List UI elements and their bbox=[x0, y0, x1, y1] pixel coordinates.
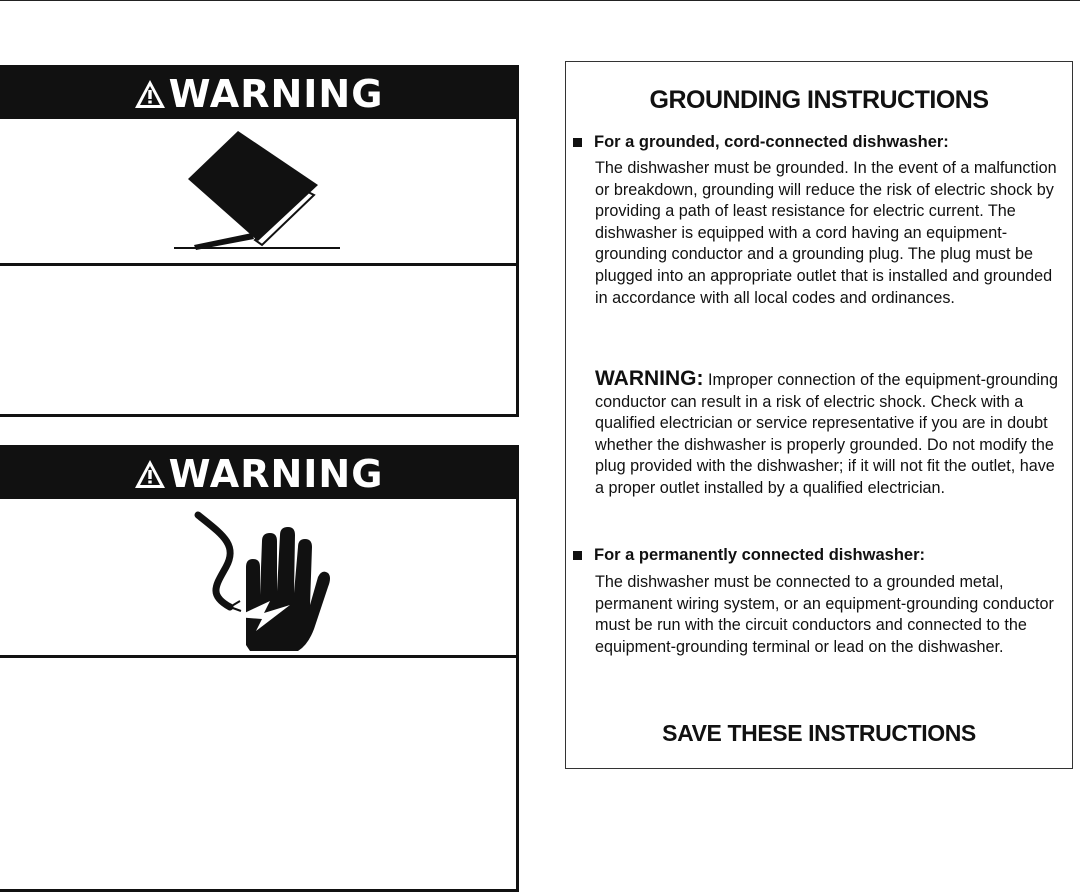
warning-header bbox=[0, 68, 516, 119]
warning-text: Improper connection of the equipment-grounding conductor can result in a risk of electric shock. Check with a qualified electrician or service representative if you are in doubt whether the dishwasher is properly grounded. Do not modify the plug provided with the dishwasher; if it will not fit the outlet, have a proper outlet installed by a qualified electrician. bbox=[595, 371, 1059, 497]
warning-triangle-icon bbox=[133, 458, 167, 490]
bullet-permanently-connected bbox=[573, 546, 925, 565]
bullet-square-icon bbox=[573, 551, 582, 560]
warning-pictogram-area bbox=[0, 499, 516, 658]
warning-box-electrical-shock bbox=[0, 445, 519, 892]
bullet-square-icon bbox=[573, 138, 582, 147]
top-rule bbox=[0, 0, 1080, 1]
permanently-connected-paragraph: The dishwasher must be connected to a grounded metal, permanent wiring system, or an equipment-grounding conductor must be run with the circuit conductors and connected to the equipment-grounding terminal or lead on the dishwasher. bbox=[595, 573, 1054, 656]
warning-triangle-icon bbox=[133, 78, 167, 110]
bullet-cord-connected-label: For a grounded, cord-connected dishwasher: bbox=[594, 133, 949, 151]
warning-box-tip-over bbox=[0, 65, 519, 417]
grounding-instructions-box bbox=[565, 61, 1073, 769]
tip-over-hazard-icon bbox=[168, 123, 348, 263]
cord-connected-paragraph: The dishwasher must be grounded. In the event of a malfunction or breakdown, grounding will reduce the risk of electric shock by providing a path of least resistance for electric current. The dishwasher is equipped with a cord having an equipment-grounding conductor and a grounding plug. The plug must be plugged into an appropriate outlet that is installed and grounded in accordance with all local codes and ordinances. bbox=[595, 159, 1057, 307]
save-instructions-heading: SAVE THESE INSTRUCTIONS bbox=[662, 720, 976, 746]
warning-header-text: WARNING bbox=[168, 71, 384, 116]
bullet-permanently-connected-label: For a permanently connected dishwasher: bbox=[594, 546, 925, 564]
bullet-cord-connected bbox=[573, 133, 949, 152]
warning-header-text: WARNING bbox=[168, 451, 384, 496]
electrical-shock-hazard-icon bbox=[178, 505, 338, 655]
warning-header bbox=[0, 448, 516, 499]
warning-pictogram-area bbox=[0, 119, 516, 266]
grounding-warning-paragraph bbox=[595, 368, 1065, 500]
grounding-title: GROUNDING INSTRUCTIONS bbox=[649, 86, 989, 114]
warning-lead: WARNING: bbox=[595, 367, 704, 390]
